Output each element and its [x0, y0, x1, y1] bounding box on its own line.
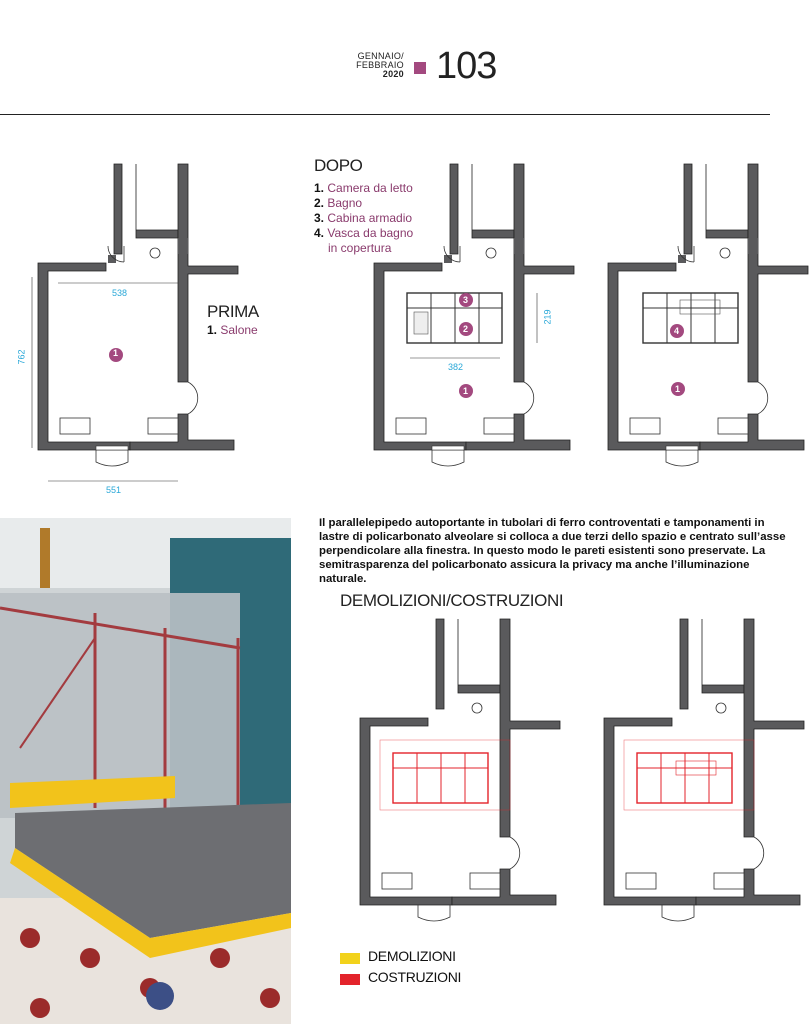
dopo-item-label: Cabina armadio [327, 211, 413, 225]
prima-item-num: 1. [207, 323, 218, 337]
floor-plans-bottom [0, 605, 809, 945]
marker-1-dopo-b: 1 [675, 384, 681, 394]
prima-title: PRIMA [207, 302, 259, 321]
dopo-item-label: in copertura [328, 241, 392, 255]
demolizioni-label: DEMOLIZIONI [368, 948, 456, 964]
costruzioni-swatch [340, 974, 360, 985]
plan-demo-b [604, 619, 804, 921]
marker-2: 2 [463, 324, 469, 334]
dim-width-top: 538 [112, 288, 128, 298]
dopo-legend [314, 181, 413, 256]
demolizioni-swatch [340, 953, 360, 964]
dopo-item-num: 4. [314, 226, 325, 240]
box-dopo-a [407, 293, 502, 343]
dopo-title: DOPO [314, 156, 363, 175]
month-line-1: GENNAIO/ [357, 51, 404, 61]
prima-legend [207, 323, 258, 338]
issue-year: 2020 [382, 69, 404, 79]
month-line-2: FEBBRAIO [356, 60, 404, 70]
plan-demo-a [360, 619, 560, 921]
accent-square [414, 62, 426, 74]
caption-text: Il parallelepipedo autoportante in tubolari di ferro controventati e tamponamenti in lastre di policarbonato alveolare si colloca a due terzi dello spazio e centrato sull’asse perpendicolare alla finestra. In questo modo le pareti esistenti sono preservate. La semitrasparenza del policarbonato assicura la privacy ma anche l’illuminazione naturale. [319, 517, 786, 585]
costruzioni-label: COSTRUZIONI [368, 969, 462, 985]
marker-4: 4 [674, 326, 680, 336]
box-dopo-b [643, 293, 738, 343]
dopo-item-label: Bagno [327, 196, 363, 210]
marker-1-prima: 1 [113, 348, 119, 358]
header-rule [0, 114, 770, 115]
prima-item-label: Salone [220, 323, 258, 337]
demolizioni-title: DEMOLIZIONI/COSTRUZIONI [340, 591, 564, 610]
page-number: 103 [436, 45, 497, 87]
marker-1-dopo-a: 1 [463, 386, 469, 396]
dopo-item-num: 2. [314, 196, 325, 210]
plan-dopo-b [608, 164, 808, 466]
dopo-item-num: 1. [314, 181, 325, 195]
issue-date [346, 52, 404, 79]
dopo-item-label: Vasca da bagno [327, 226, 414, 240]
dopo-item-label: Camera da letto [327, 181, 413, 195]
costruzioni-box-b [624, 740, 754, 810]
dopo-item-num: 3. [314, 211, 325, 225]
dim-width-bottom: 551 [106, 485, 122, 495]
marker-3: 3 [463, 295, 469, 305]
costruzioni-box-a [380, 740, 510, 810]
dim-height: 762 [16, 349, 27, 365]
dim-box-width: 382 [448, 362, 464, 372]
dim-depth: 219 [542, 309, 553, 325]
